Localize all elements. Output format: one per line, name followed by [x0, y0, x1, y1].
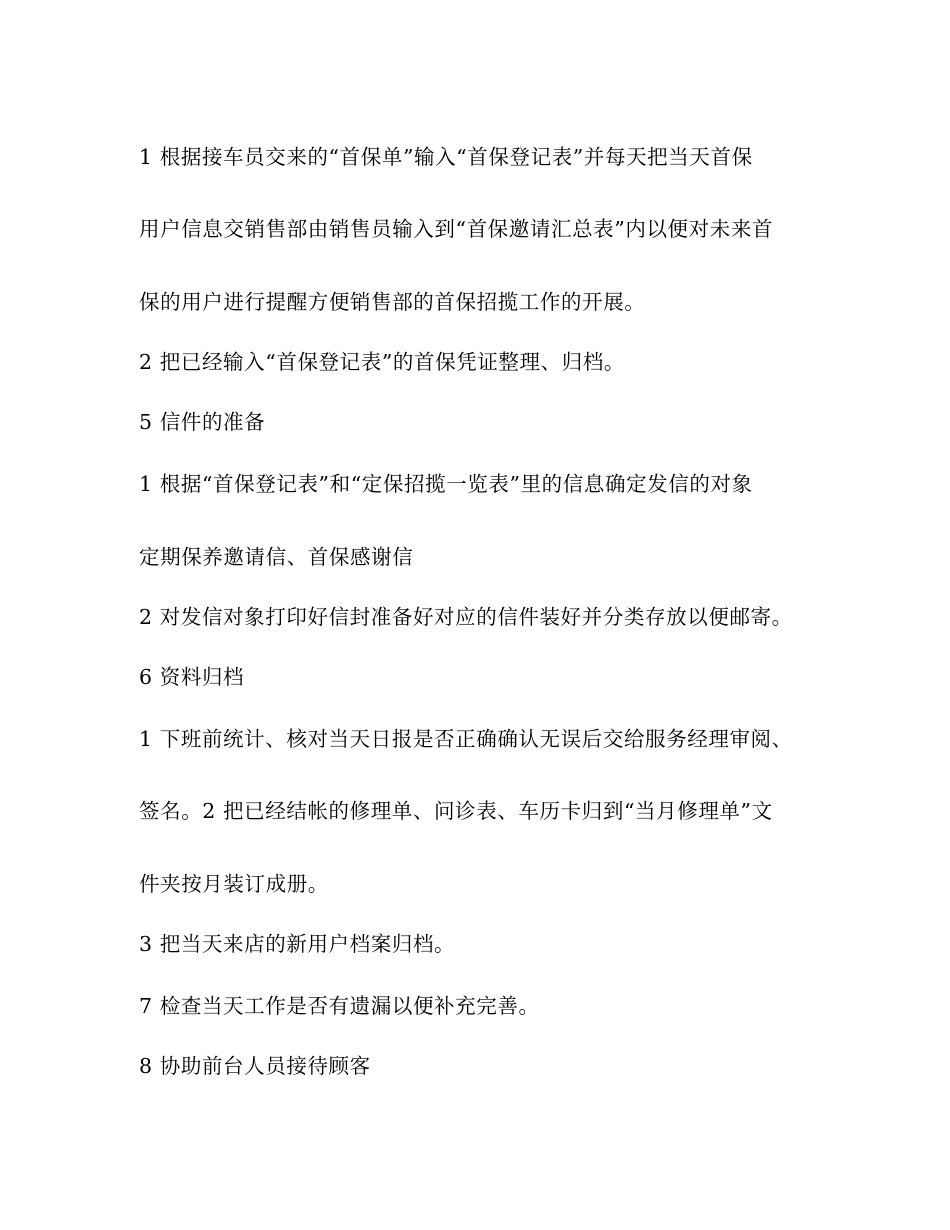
text-line: 3 把当天来店的新用户档案归档。 — [139, 932, 456, 956]
text-line: 保的用户进行提醒方便销售部的首保招揽工作的开展。 — [139, 290, 646, 314]
text-line: 1 下班前统计、核对当天日报是否正确确认无误后交给服务经理审阅、 — [139, 727, 793, 751]
section-heading: 8 协助前台人员接待顾客 — [139, 1054, 371, 1078]
text-line: 2 对发信对象打印好信封准备好对应的信件装好并分类存放以便邮寄。 — [139, 605, 793, 629]
text-line: 签名。2 把已经结帐的修理单、问诊表、车历卡归到“当月修理单”文 — [139, 799, 773, 823]
text-line: 用户信息交销售部由销售员输入到“首保邀请汇总表”内以便对未来首 — [139, 217, 774, 241]
text-line: 1 根据“首保登记表”和“定保招揽一览表”里的信息确定发信的对象 — [139, 472, 753, 496]
section-heading: 6 资料归档 — [139, 665, 245, 689]
text-line: 定期保养邀请信、首保感谢信 — [139, 545, 414, 569]
text-line: 2 把已经输入“首保登记表”的首保凭证整理、归档。 — [139, 350, 626, 374]
section-heading: 7 检查当天工作是否有遗漏以便补充完善。 — [139, 994, 540, 1018]
section-heading: 5 信件的准备 — [139, 410, 266, 434]
text-line: 件夹按月装订成册。 — [139, 872, 329, 896]
text-line: 1 根据接车员交来的“首保单”输入“首保登记表”并每天把当天首保 — [139, 145, 753, 169]
